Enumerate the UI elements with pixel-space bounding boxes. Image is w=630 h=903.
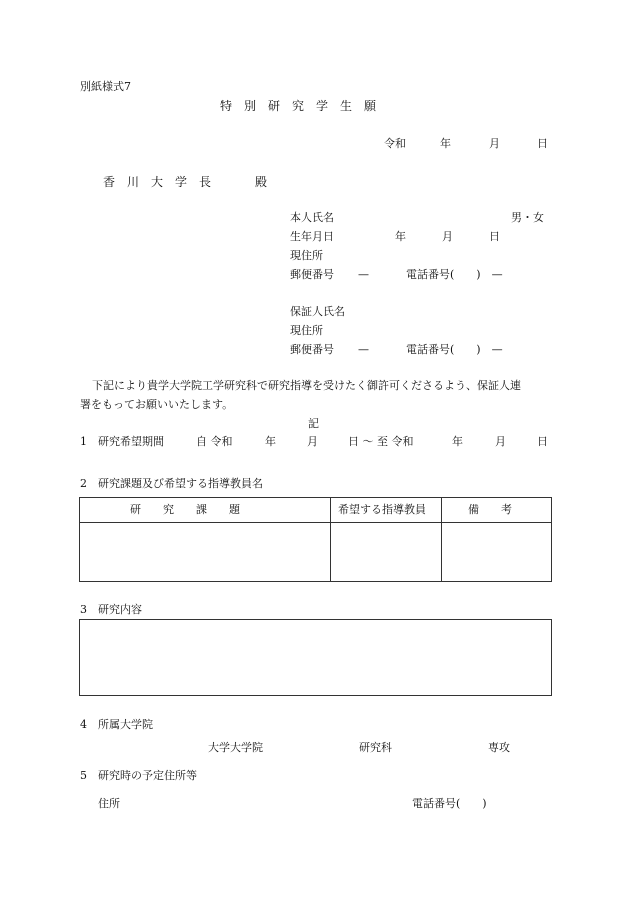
section5-address-label: 住所 xyxy=(98,797,120,810)
guarantor-phone-label: 電話番号( ) — xyxy=(406,343,503,356)
section3-label: 3 研究内容 xyxy=(80,603,142,616)
guarantor-postal-label: 郵便番号 xyxy=(290,343,334,356)
page-title: 特 別 研 究 学 生 願 xyxy=(220,99,377,113)
request-text-line1: 下記により貴学大学院工学研究科で研究指導を受けたく御許可くださるよう、保証人連 xyxy=(92,379,521,392)
date-day: 日 xyxy=(537,137,548,150)
applicant-address-label: 現住所 xyxy=(290,249,323,262)
section1-month1: 月 xyxy=(307,435,318,448)
section4-label: 4 所属大学院 xyxy=(80,718,153,731)
addressee-honorific: 殿 xyxy=(255,175,268,189)
applicant-gender: 男・女 xyxy=(511,211,544,224)
topic-cell[interactable] xyxy=(80,523,330,581)
applicant-birth-year: 年 xyxy=(395,230,406,243)
section1-day1-to: 日 〜 至 令和 xyxy=(348,435,414,448)
section5-phone-label: 電話番号( ) xyxy=(412,797,487,810)
section4-university: 大学大学院 xyxy=(208,741,263,754)
section1-month2: 月 xyxy=(495,435,506,448)
section1-year2: 年 xyxy=(452,435,463,448)
date-year: 年 xyxy=(440,137,451,150)
addressee-name: 香 川 大 学 長 xyxy=(103,175,212,189)
section1-day2: 日 xyxy=(537,435,548,448)
advisor-cell[interactable] xyxy=(331,523,441,581)
table-header-remarks: 備 考 xyxy=(468,503,512,516)
remarks-cell[interactable] xyxy=(442,523,551,581)
applicant-postal-label: 郵便番号 xyxy=(290,268,334,281)
applicant-birth-month: 月 xyxy=(442,230,453,243)
form-id: 別紙様式7 xyxy=(80,80,131,93)
section1-label: 1 研究希望期間 xyxy=(80,435,164,448)
table-header-topic: 研 究 課 題 xyxy=(130,503,240,516)
section1-from: 自 令和 xyxy=(196,435,233,448)
section1-year1: 年 xyxy=(265,435,276,448)
request-text-line2: 署をもってお願いいたします。 xyxy=(80,398,234,411)
applicant-phone-label: 電話番号( ) — xyxy=(406,268,503,281)
applicant-postal-dash: — xyxy=(358,268,369,281)
applicant-birth-label: 生年月日 xyxy=(290,230,334,243)
applicant-birth-day: 日 xyxy=(489,230,500,243)
ki-heading: 記 xyxy=(308,417,319,430)
section5-label: 5 研究時の予定住所等 xyxy=(80,769,197,782)
section4-graduate-school: 研究科 xyxy=(359,741,392,754)
guarantor-name-label: 保証人氏名 xyxy=(290,305,345,318)
guarantor-postal-dash: — xyxy=(358,343,369,356)
research-topic-table xyxy=(79,497,552,582)
section2-label: 2 研究課題及び希望する指導教員名 xyxy=(80,477,263,490)
research-content-box[interactable] xyxy=(79,619,552,696)
date-month: 月 xyxy=(489,137,500,150)
table-header-advisor: 希望する指導教員 xyxy=(338,503,426,516)
applicant-name-label: 本人氏名 xyxy=(290,211,334,224)
date-era: 令和 xyxy=(384,137,406,150)
guarantor-address-label: 現住所 xyxy=(290,324,323,337)
section4-major: 専攻 xyxy=(488,741,510,754)
